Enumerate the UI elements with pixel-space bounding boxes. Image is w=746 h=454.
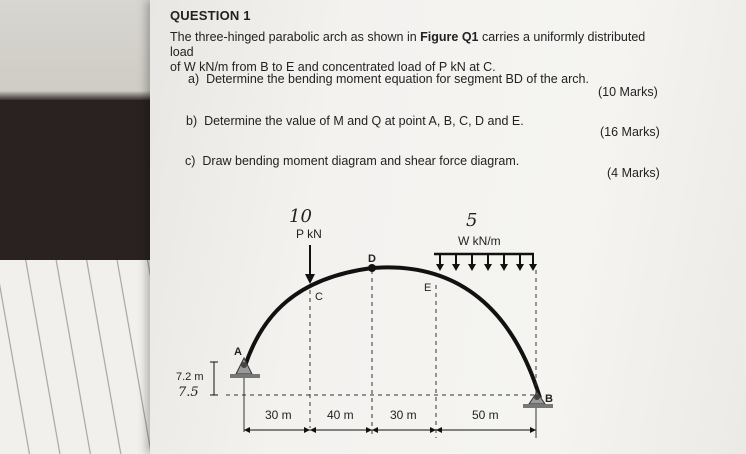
figure-reference: Figure Q1	[420, 30, 479, 44]
height-dimension	[210, 362, 218, 395]
span-label-cd: 40 m	[327, 408, 354, 422]
udl-arrows	[434, 254, 537, 271]
part-b-marks: (16 Marks)	[600, 125, 660, 139]
intro-text-a: The three-hinged parabolic arch as shown in	[170, 30, 421, 44]
arch-curve	[245, 267, 540, 398]
intro-text-b: carries a uniformly distributed load	[170, 30, 646, 59]
point-load-arrow	[305, 245, 315, 284]
span-label-eb: 50 m	[472, 408, 499, 422]
part-b-text: Determine the value of M and Q at point A, B, C, D and E.	[204, 114, 524, 128]
part-c-text: Draw bending moment diagram and shear force diagram.	[202, 154, 520, 168]
height-hand-value: 7.5	[178, 385, 199, 400]
point-c-label: C	[315, 291, 323, 303]
point-load-hand-value: 10	[289, 206, 312, 227]
question-title: QUESTION 1	[170, 8, 251, 23]
udl-label: W kN/m	[458, 234, 501, 248]
point-a-label: A	[234, 346, 242, 358]
hinge-d	[368, 264, 376, 272]
intro-text-line2: of W kN/m from B to E and concentrated load of P kN at C.	[170, 60, 496, 74]
part-c-marks: (4 Marks)	[607, 166, 660, 180]
part-c-label: c)	[185, 154, 196, 168]
point-load-label: P kN	[296, 227, 322, 241]
span-label-ac: 30 m	[265, 408, 292, 422]
udl-hand-value: 5	[466, 210, 478, 231]
part-b-label: b)	[186, 114, 198, 128]
point-b-label: B	[545, 393, 553, 405]
support-a-pin	[230, 358, 260, 378]
height-label: 7.2 m	[176, 371, 204, 383]
part-a-marks: (10 Marks)	[598, 85, 658, 99]
part-a-label: a)	[188, 72, 200, 86]
point-d-label: D	[368, 253, 376, 265]
span-label-de: 30 m	[390, 408, 417, 422]
point-e-label: E	[424, 282, 432, 294]
part-a-text: Determine the bending moment equation for segment BD of the arch.	[206, 72, 589, 86]
